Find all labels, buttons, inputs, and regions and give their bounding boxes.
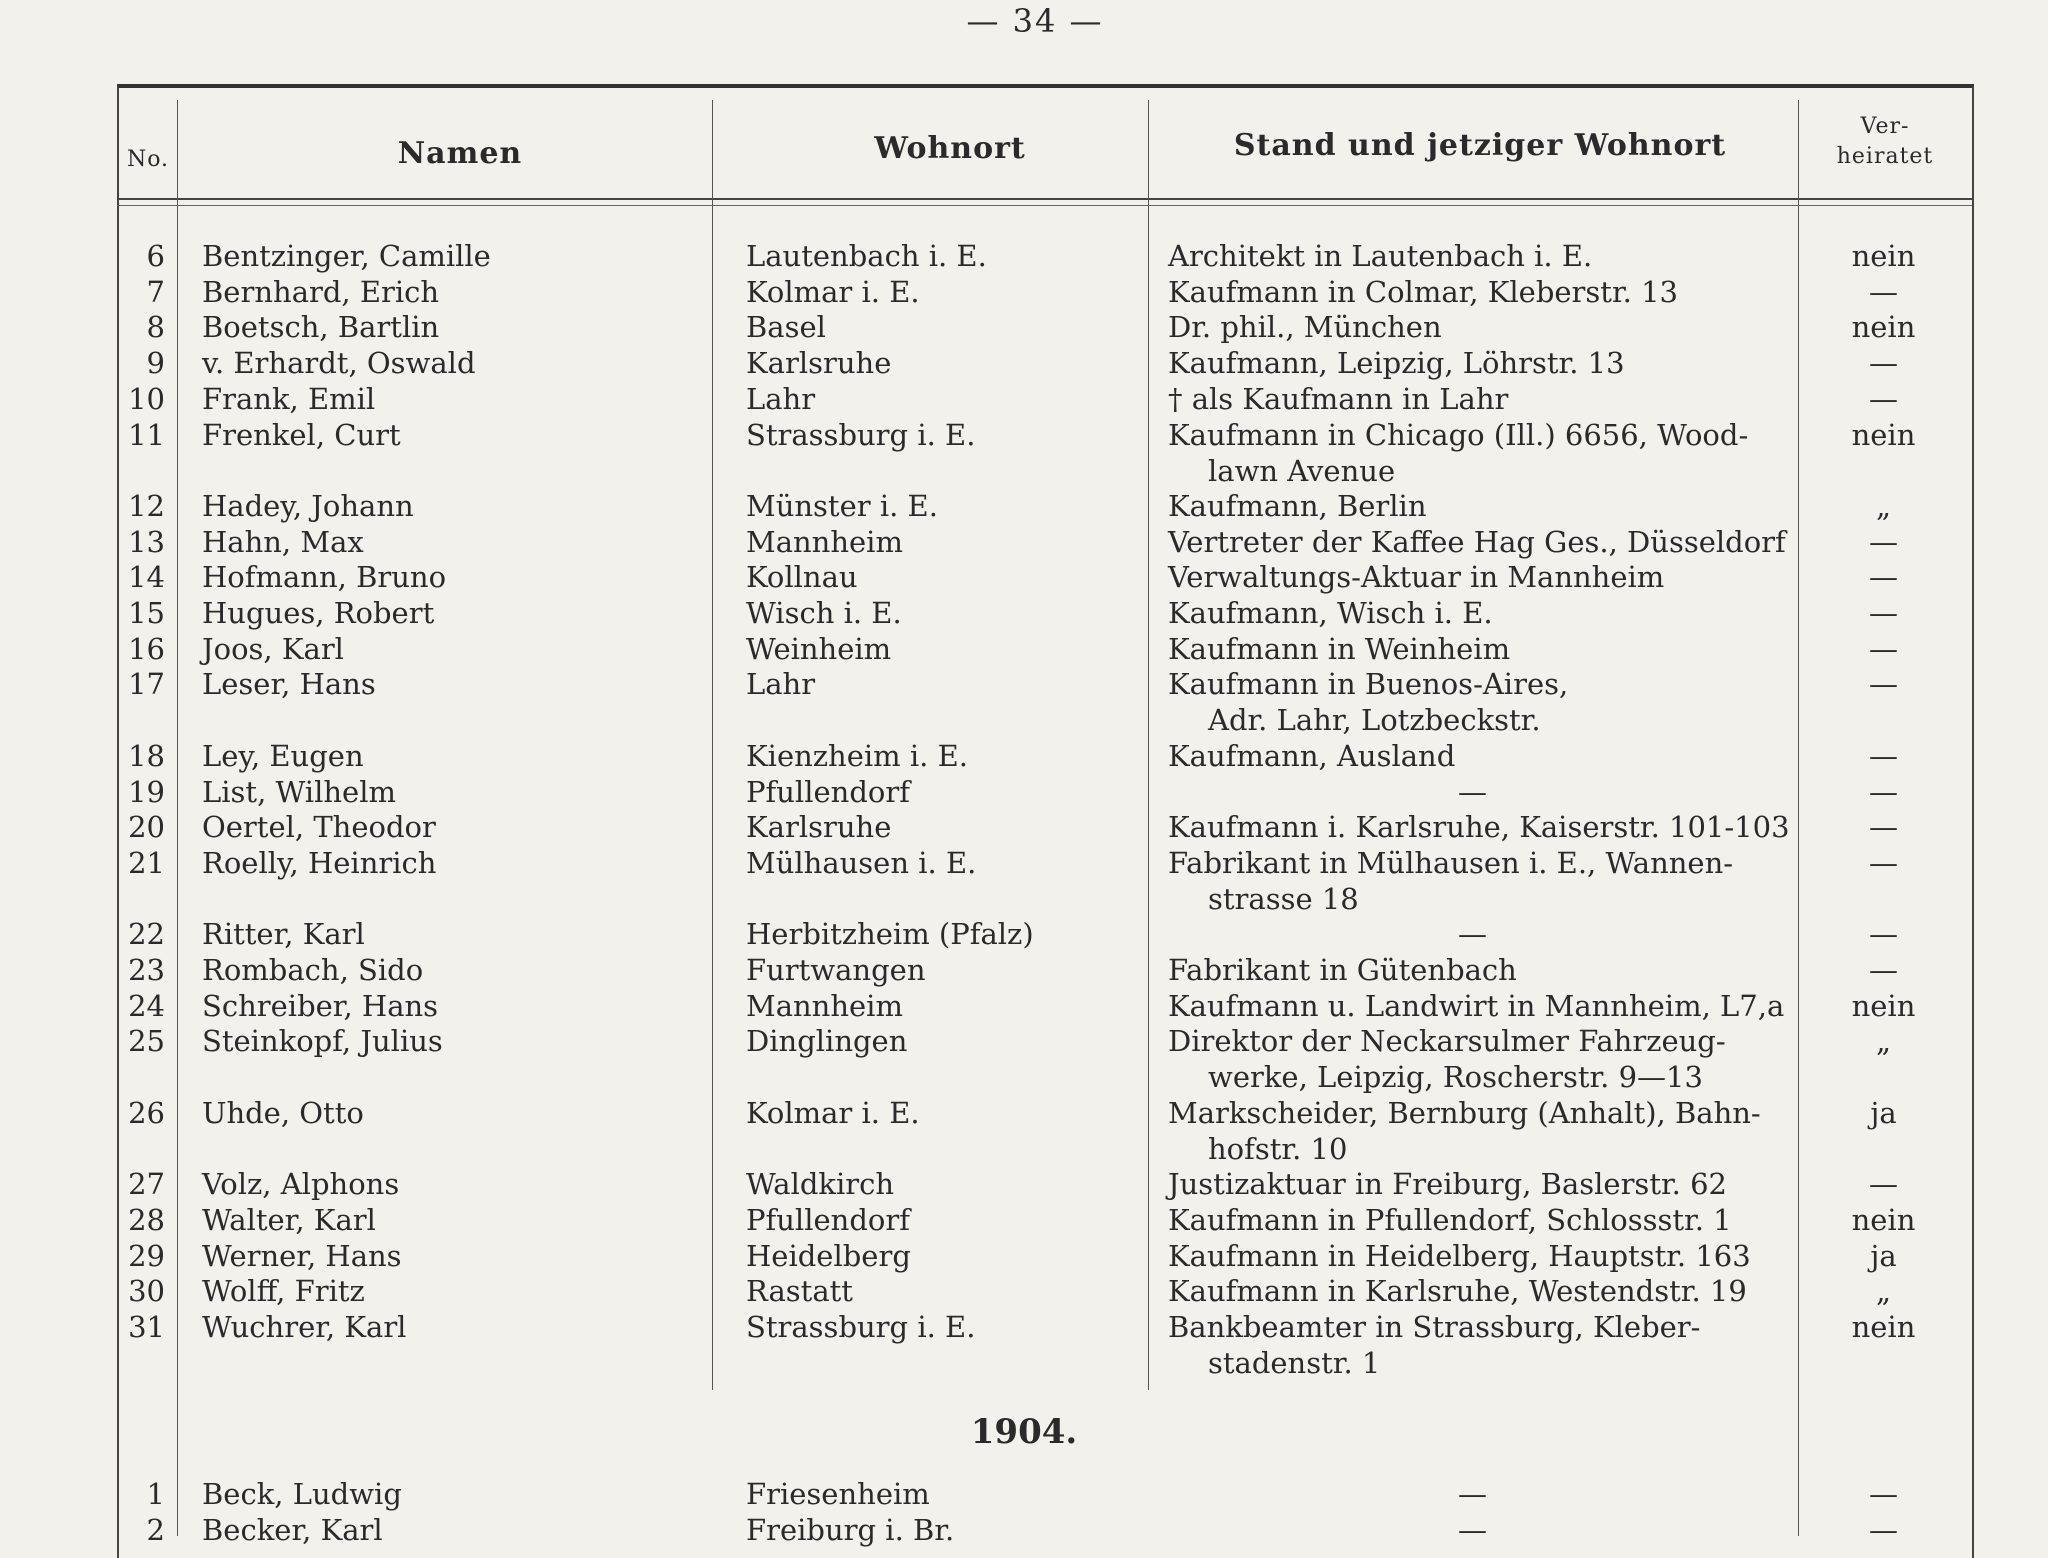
row-number: 6: [146, 239, 165, 273]
row-number: 22: [128, 917, 165, 952]
row-stand: [1168, 845, 1733, 917]
row-stand-line: Fabrikant in Mülhausen i. E., Wannen-: [1168, 845, 1734, 880]
row-name: v. Erhardt, Oswald: [202, 346, 476, 381]
row-number: 1: [146, 1477, 165, 1512]
row-stand-line: Kaufmann, Leipzig, Löhrstr. 13: [1168, 346, 1625, 381]
header-rule: [117, 198, 1972, 200]
row-name: Hofmann, Bruno: [202, 560, 447, 595]
row-name: Uhde, Otto: [202, 1095, 364, 1130]
row-wohnort: Kolmar i. E.: [746, 274, 920, 309]
row-wohnort: Lautenbach i. E.: [746, 239, 987, 273]
row-stand-line: Vertreter der Kaffee Hag Ges., Düsseldorf: [1168, 524, 1786, 559]
row-stand-line: Kaufmann u. Landwirt in Mannheim, L7,a: [1168, 988, 1785, 1023]
row-wohnort: Herbitzheim (Pfalz): [746, 917, 1034, 952]
row-stand-line: Dr. phil., München: [1168, 310, 1442, 345]
row-wohnort: Rastatt: [746, 1274, 853, 1309]
row-number: 9: [146, 346, 165, 381]
row-verheiratet: —: [1869, 381, 1898, 416]
row-name: Oertel, Theodor: [202, 810, 436, 845]
row-verheiratet: —: [1869, 738, 1898, 773]
row-stand-line: Kaufmann in Colmar, Kleberstr. 13: [1168, 274, 1678, 309]
row-wohnort: Strassburg i. E.: [746, 417, 976, 452]
row-stand-line: Kaufmann, Wisch i. E.: [1168, 596, 1493, 630]
row-verheiratet: —: [1869, 667, 1898, 702]
row-wohnort: Münster i. E.: [746, 488, 938, 523]
row-stand: [1168, 738, 1455, 774]
row-name: List, Wilhelm: [202, 774, 396, 809]
row-wohnort: Freiburg i. Br.: [746, 1513, 955, 1548]
row-name: Walter, Karl: [202, 1202, 376, 1237]
row-name: Werner, Hans: [202, 1238, 402, 1273]
row-stand: [1168, 595, 1493, 631]
row-stand: [1168, 988, 1784, 1024]
row-wohnort: Lahr: [746, 381, 816, 416]
row-number: 10: [128, 381, 165, 416]
row-wohnort: Pfullendorf: [746, 1202, 910, 1237]
row-stand-line: Justizaktuar in Freiburg, Baslerstr. 62: [1168, 1167, 1727, 1202]
row-number: 31: [128, 1310, 165, 1344]
row-stand: [1168, 774, 1487, 810]
row-wohnort: Dinglingen: [746, 1024, 908, 1059]
row-name: Ley, Eugen: [202, 738, 364, 773]
row-verheiratet: —: [1869, 596, 1898, 630]
row-number: 20: [128, 810, 165, 845]
row-number: 23: [128, 953, 165, 987]
row-name: Hadey, Johann: [202, 488, 414, 523]
row-verheiratet: nein: [1851, 310, 1916, 345]
row-verheiratet: „: [1875, 1274, 1892, 1309]
row-name: Bernhard, Erich: [202, 274, 440, 309]
row-wohnort: Mannheim: [746, 988, 903, 1023]
row-stand-line: hofstr. 10: [1208, 1131, 1348, 1166]
row-wohnort: Mülhausen i. E.: [746, 845, 977, 880]
row-stand-line: Kaufmann in Pfullendorf, Schlossstr. 1: [1168, 1202, 1732, 1237]
row-wohnort: Lahr: [746, 667, 816, 702]
row-number: 12: [128, 488, 165, 523]
row-wohnort: Waldkirch: [746, 1167, 895, 1202]
row-number: 11: [128, 417, 165, 452]
row-stand-line: stadenstr. 1: [1208, 1346, 1381, 1380]
row-stand: [1168, 1238, 1751, 1274]
row-name: Leser, Hans: [202, 667, 376, 702]
row-stand: [1168, 809, 1790, 845]
row-stand-line: —: [1458, 917, 1487, 952]
row-verheiratet: —: [1869, 1513, 1898, 1548]
row-number: 30: [128, 1274, 165, 1309]
row-verheiratet: nein: [1851, 988, 1916, 1023]
row-stand: [1168, 559, 1664, 595]
row-verheiratet: nein: [1851, 417, 1916, 452]
row-number: 28: [128, 1202, 165, 1237]
row-wohnort: Karlsruhe: [746, 810, 892, 845]
row-stand: [1168, 381, 1508, 417]
row-stand-line: Kaufmann in Karlsruhe, Westendstr. 19: [1168, 1274, 1747, 1309]
row-wohnort: Furtwangen: [746, 953, 926, 987]
row-number: 14: [128, 560, 165, 595]
row-stand-line: Kaufmann in Buenos-Aires,: [1168, 667, 1569, 702]
row-verheiratet: nein: [1851, 1310, 1916, 1344]
header-no: No.: [126, 147, 170, 172]
row-stand-line: Kaufmann in Heidelberg, Hauptstr. 163: [1168, 1238, 1751, 1273]
row-verheiratet: ja: [1870, 1238, 1897, 1273]
row-number: 21: [128, 845, 165, 880]
row-verheiratet: —: [1869, 953, 1898, 987]
row-stand: [1168, 524, 1786, 560]
page-number: — 34 —: [966, 2, 1104, 40]
row-wohnort: Friesenheim: [746, 1477, 930, 1512]
row-name: Boetsch, Bartlin: [202, 310, 440, 345]
row-stand-line: Adr. Lahr, Lotzbeckstr.: [1208, 703, 1541, 738]
row-stand: [1168, 1309, 1700, 1381]
row-number: 8: [146, 310, 165, 345]
row-verheiratet: —: [1869, 524, 1898, 559]
row-stand: [1168, 345, 1625, 381]
row-stand: [1168, 916, 1487, 952]
row-verheiratet: —: [1869, 845, 1898, 880]
row-stand: [1168, 631, 1510, 667]
row-name: Wuchrer, Karl: [202, 1310, 407, 1344]
row-name: Becker, Karl: [202, 1513, 383, 1548]
row-name: Wolff, Fritz: [202, 1274, 365, 1309]
row-stand-line: strasse 18: [1208, 881, 1359, 916]
header-verheiratet: [1800, 112, 1970, 172]
row-wohnort: Mannheim: [746, 524, 903, 559]
header-wohnort: Wohnort: [874, 131, 1026, 166]
row-wohnort: Karlsruhe: [746, 346, 892, 381]
row-name: Hugues, Robert: [202, 596, 435, 630]
row-name: Steinkopf, Julius: [202, 1024, 443, 1059]
row-verheiratet: —: [1869, 1167, 1898, 1202]
column-divider-wohnort: [1148, 100, 1149, 1390]
row-stand-line: lawn Avenue: [1208, 453, 1396, 488]
row-stand: [1168, 1166, 1727, 1202]
row-verheiratet: ja: [1870, 1095, 1897, 1130]
row-number: 18: [128, 738, 165, 773]
section-year: 1904.: [970, 1412, 1078, 1453]
row-verheiratet: „: [1875, 488, 1892, 523]
row-stand: [1168, 1095, 1761, 1167]
row-number: 29: [128, 1238, 165, 1273]
row-verheiratet: —: [1869, 774, 1898, 809]
row-stand: [1168, 1512, 1487, 1548]
row-name: Schreiber, Hans: [202, 988, 439, 1023]
row-wohnort: Kolmar i. E.: [746, 1095, 920, 1130]
row-stand-line: Kaufmann in Chicago (Ill.) 6656, Wood-: [1168, 417, 1749, 452]
row-name: Frank, Emil: [202, 381, 376, 416]
row-number: 17: [128, 667, 165, 702]
row-wohnort: Heidelberg: [746, 1238, 911, 1273]
row-stand: [1168, 417, 1748, 489]
row-name: Frenkel, Curt: [202, 417, 401, 452]
row-stand-line: —: [1458, 774, 1487, 809]
row-name: Bentzinger, Camille: [202, 239, 491, 273]
row-number: 24: [128, 988, 165, 1023]
row-stand-line: Verwaltungs-Aktuar in Mannheim: [1168, 560, 1665, 595]
header-verheiratet-line1: Ver-: [1860, 114, 1910, 139]
row-stand: [1168, 238, 1592, 274]
row-verheiratet: nein: [1851, 239, 1916, 273]
row-number: 26: [128, 1095, 165, 1130]
row-wohnort: Basel: [746, 310, 826, 345]
column-divider-name: [712, 100, 713, 1390]
row-stand-line: Kaufmann, Berlin: [1168, 488, 1427, 523]
row-wohnort: Pfullendorf: [746, 774, 910, 809]
row-verheiratet: —: [1869, 1477, 1898, 1512]
row-verheiratet: —: [1869, 346, 1898, 381]
row-name: Volz, Alphons: [202, 1167, 400, 1202]
row-verheiratet: —: [1869, 560, 1898, 595]
row-stand: [1168, 309, 1442, 345]
row-stand: [1168, 1202, 1732, 1238]
row-stand-line: Direktor der Neckarsulmer Fahrzeug-: [1168, 1024, 1726, 1059]
column-divider-no: [177, 100, 178, 1536]
row-number: 16: [128, 631, 165, 666]
row-verheiratet: —: [1869, 917, 1898, 952]
row-stand: [1168, 952, 1517, 988]
row-stand-line: —: [1458, 1477, 1487, 1512]
row-number: 19: [128, 774, 165, 809]
row-verheiratet: —: [1869, 274, 1898, 309]
row-name: Hahn, Max: [202, 524, 364, 559]
header-stand: Stand und jetziger Wohnort: [1233, 128, 1727, 163]
row-name: Joos, Karl: [202, 631, 344, 666]
row-stand: [1168, 274, 1678, 310]
row-stand-line: —: [1458, 1513, 1487, 1548]
row-stand-line: Fabrikant in Gütenbach: [1168, 953, 1517, 987]
row-number: 13: [128, 524, 165, 559]
row-name: Roelly, Heinrich: [202, 845, 437, 880]
row-stand: [1168, 1476, 1487, 1512]
row-stand-line: † als Kaufmann in Lahr: [1168, 381, 1509, 416]
row-verheiratet: —: [1869, 631, 1898, 666]
row-wohnort: Kienzheim i. E.: [746, 738, 968, 773]
row-stand-line: Kaufmann in Weinheim: [1168, 631, 1511, 666]
row-stand-line: Bankbeamter in Strassburg, Kleber-: [1168, 1310, 1701, 1344]
row-wohnort: Wisch i. E.: [746, 596, 902, 630]
row-stand: [1168, 1273, 1747, 1309]
row-name: Ritter, Karl: [202, 917, 365, 952]
row-stand-line: Kaufmann i. Karlsruhe, Kaiserstr. 101-103: [1168, 810, 1790, 845]
row-stand: [1168, 666, 1568, 738]
row-name: Beck, Ludwig: [202, 1477, 402, 1512]
header-verheiratet-line2: heiratet: [1836, 144, 1934, 169]
row-number: 25: [128, 1024, 165, 1059]
row-number: 15: [128, 596, 165, 630]
row-stand: [1168, 1023, 1726, 1095]
header-rule-thin: [117, 205, 1972, 206]
row-verheiratet: —: [1869, 810, 1898, 845]
row-verheiratet: nein: [1851, 1202, 1916, 1237]
row-name: Rombach, Sido: [202, 953, 424, 987]
row-number: 7: [146, 274, 165, 309]
header-namen: Namen: [397, 136, 523, 171]
row-stand-line: Kaufmann, Ausland: [1168, 738, 1456, 773]
row-wohnort: Strassburg i. E.: [746, 1310, 976, 1344]
row-number: 27: [128, 1167, 165, 1202]
row-wohnort: Kollnau: [746, 560, 858, 595]
row-wohnort: Weinheim: [746, 631, 892, 666]
row-stand-line: Architekt in Lautenbach i. E.: [1168, 239, 1593, 273]
row-stand-line: Markscheider, Bernburg (Anhalt), Bahn-: [1168, 1095, 1761, 1130]
row-verheiratet: „: [1875, 1024, 1892, 1059]
row-stand-line: werke, Leipzig, Roscherstr. 9—13: [1208, 1060, 1703, 1095]
row-number: 2: [146, 1513, 165, 1548]
row-stand: [1168, 488, 1427, 524]
